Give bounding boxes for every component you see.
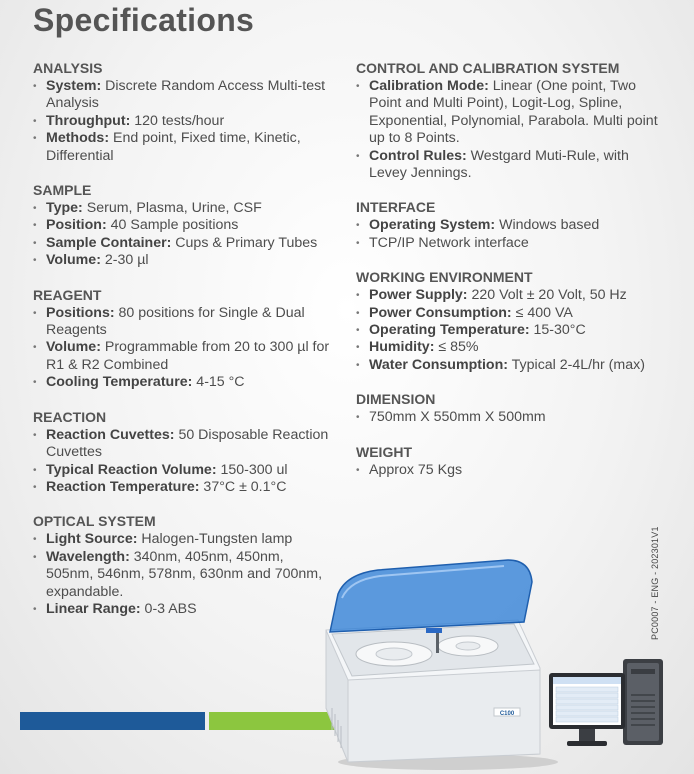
spec-item (356, 217, 666, 234)
spec-list (33, 531, 333, 618)
brand-label: C100 (499, 711, 515, 717)
spec-label: Operating Temperature: (369, 322, 530, 339)
spec-value: Programmable from 20 to 300 µl for R1 & R2 Combined (46, 339, 330, 373)
spec-label: Reaction Cuvettes: (46, 426, 175, 443)
spec-label: Linear Range: (46, 600, 141, 617)
section-heading: SAMPLE (33, 182, 92, 199)
section-heading: WORKING ENVIRONMENT (356, 269, 533, 286)
spec-item (33, 200, 333, 217)
spec-value: Halogen-Tungsten lamp (137, 531, 293, 548)
right-column (356, 60, 666, 496)
section-dimension (356, 391, 666, 426)
spec-item (33, 78, 333, 113)
spec-list (33, 78, 333, 165)
spec-label: Wavelength: (46, 548, 130, 565)
spec-item (33, 339, 333, 374)
spec-item (33, 601, 333, 618)
analyzer-illustration (318, 558, 558, 770)
monitor-neck (579, 729, 595, 741)
spec-label: Positions: (46, 304, 115, 321)
spec-label: Water Consumption: (369, 356, 508, 373)
spec-value: 40 Sample positions (106, 217, 239, 234)
spec-list (33, 305, 333, 392)
section-heading: DIMENSION (356, 391, 436, 408)
spec-item (356, 235, 666, 252)
section-heading: OPTICAL SYSTEM (33, 513, 156, 530)
spec-item (33, 549, 333, 601)
spec-label: Methods: (46, 130, 110, 147)
spec-value: ≤ 400 VA (511, 304, 573, 321)
spec-item (33, 374, 333, 391)
spec-item (33, 252, 333, 269)
spec-value: Approx 75 Kgs (369, 461, 463, 478)
spec-list (33, 200, 333, 270)
spec-item (356, 287, 666, 304)
spec-label: Type: (46, 200, 83, 217)
spec-item (33, 217, 333, 234)
spec-item (356, 462, 666, 479)
spec-item (356, 339, 666, 356)
spec-value: 15-30°C (529, 322, 586, 339)
spec-value: 4-15 °C (192, 374, 245, 391)
spec-value: Westgard Muti-Rule, with Levey Jennings. (369, 147, 629, 182)
spec-label: Light Source: (46, 531, 138, 548)
spec-item (356, 409, 666, 426)
spec-item (356, 148, 666, 183)
section-control-and-calibration-system (356, 60, 666, 182)
spec-list (356, 462, 666, 479)
section-heading: WEIGHT (356, 443, 412, 460)
spec-label: Reaction Temperature: (46, 478, 200, 495)
spec-list (33, 427, 333, 497)
spec-item (33, 531, 333, 548)
sample-tray-inner (376, 648, 412, 660)
spec-item (356, 357, 666, 374)
spec-label: Position: (46, 217, 107, 234)
section-weight (356, 444, 666, 479)
spec-label: Control Rules: (369, 147, 467, 164)
section-analysis (33, 60, 333, 165)
spec-label: Power Supply: (369, 287, 468, 304)
spec-value: 80 positions for Single & Dual Reagents (46, 304, 305, 339)
document-code: PC0007 - ENG - 202301V1 (650, 526, 660, 640)
spec-label: Power Consumption: (369, 304, 512, 321)
spec-value: 37°C ± 0.1°C (199, 478, 287, 495)
section-reagent (33, 287, 333, 392)
spec-label: System: (46, 78, 102, 94)
spec-label: Humidity: (369, 339, 435, 356)
spec-value: 2-30 µl (100, 252, 149, 269)
section-optical-system (33, 513, 333, 618)
probe (436, 633, 439, 653)
spec-item (33, 130, 333, 165)
spec-label: Operating System: (369, 217, 496, 234)
spec-label: Volume: (46, 252, 101, 269)
spec-value: ≤ 85% (434, 339, 479, 356)
spec-item (33, 479, 333, 496)
spec-value: Cups & Primary Tubes (171, 234, 318, 251)
spec-list (356, 217, 666, 252)
optical-drive (631, 669, 655, 674)
computer-illustration (545, 655, 675, 755)
section-heading: REAGENT (33, 286, 102, 303)
probe-arm (426, 628, 442, 633)
spec-item (33, 235, 333, 252)
reagent-tray-inner (456, 642, 480, 650)
spec-list (356, 287, 666, 374)
spec-item (356, 322, 666, 339)
section-working-environment (356, 269, 666, 374)
spec-item (356, 78, 666, 148)
spec-value: 340nm, 405nm, 450nm, 505nm, 546nm, 578nm, 630nm and 700nm, expandable. (46, 548, 323, 600)
spec-item (33, 427, 333, 462)
spec-value: Windows based (495, 217, 600, 234)
screen-titlebar (553, 677, 621, 684)
spec-value: Serum, Plasma, Urine, CSF (82, 200, 262, 217)
section-reaction (33, 409, 333, 497)
spec-value: End point, Fixed time, Kinetic, Differential (46, 130, 301, 164)
section-heading: ANALYSIS (33, 60, 103, 76)
tower-front (627, 663, 659, 741)
page-title: Specifications (33, 2, 255, 38)
monitor-base (567, 741, 607, 746)
spec-value: Typical 2-4L/hr (max) (507, 356, 645, 373)
spec-label: Sample Container: (46, 234, 172, 251)
spec-item (33, 305, 333, 340)
spec-value: 750mm X 550mm X 500mm (369, 409, 546, 426)
section-interface (356, 199, 666, 252)
spec-value: 220 Volt ± 20 Volt, 50 Hz (467, 287, 627, 304)
section-heading: REACTION (33, 408, 107, 425)
left-column (33, 60, 333, 635)
spec-label: Typical Reaction Volume: (46, 461, 217, 478)
spec-label: Cooling Temperature: (46, 374, 193, 391)
spec-label: Volume: (46, 339, 101, 356)
spec-value: 120 tests/hour (130, 112, 225, 129)
spec-item (356, 305, 666, 322)
section-heading: INTERFACE (356, 199, 436, 216)
spec-value: 50 Disposable Reaction Cuvettes (46, 426, 329, 461)
spec-value: TCP/IP Network interface (369, 234, 529, 251)
footer-bar-blue (20, 712, 205, 730)
spec-value: 0-3 ABS (140, 600, 197, 617)
section-heading: CONTROL AND CALIBRATION SYSTEM (356, 60, 620, 76)
spec-list (356, 78, 666, 182)
spec-label: Calibration Mode: (369, 78, 489, 94)
spec-list (356, 409, 666, 426)
section-sample (33, 182, 333, 270)
analyzer-lid (330, 560, 532, 632)
spec-value: 150-300 ul (216, 461, 288, 478)
spec-label: Throughput: (46, 112, 131, 129)
spec-item (33, 462, 333, 479)
spec-value: Linear (One point, Two Point and Multi Point), Logit-Log, Spline, Exponential, Polynomial, Parabola. Multi point up to 8 Points. (369, 78, 658, 147)
spec-item (33, 113, 333, 130)
spec-value: Discrete Random Access Multi-test Analysis (46, 78, 326, 112)
